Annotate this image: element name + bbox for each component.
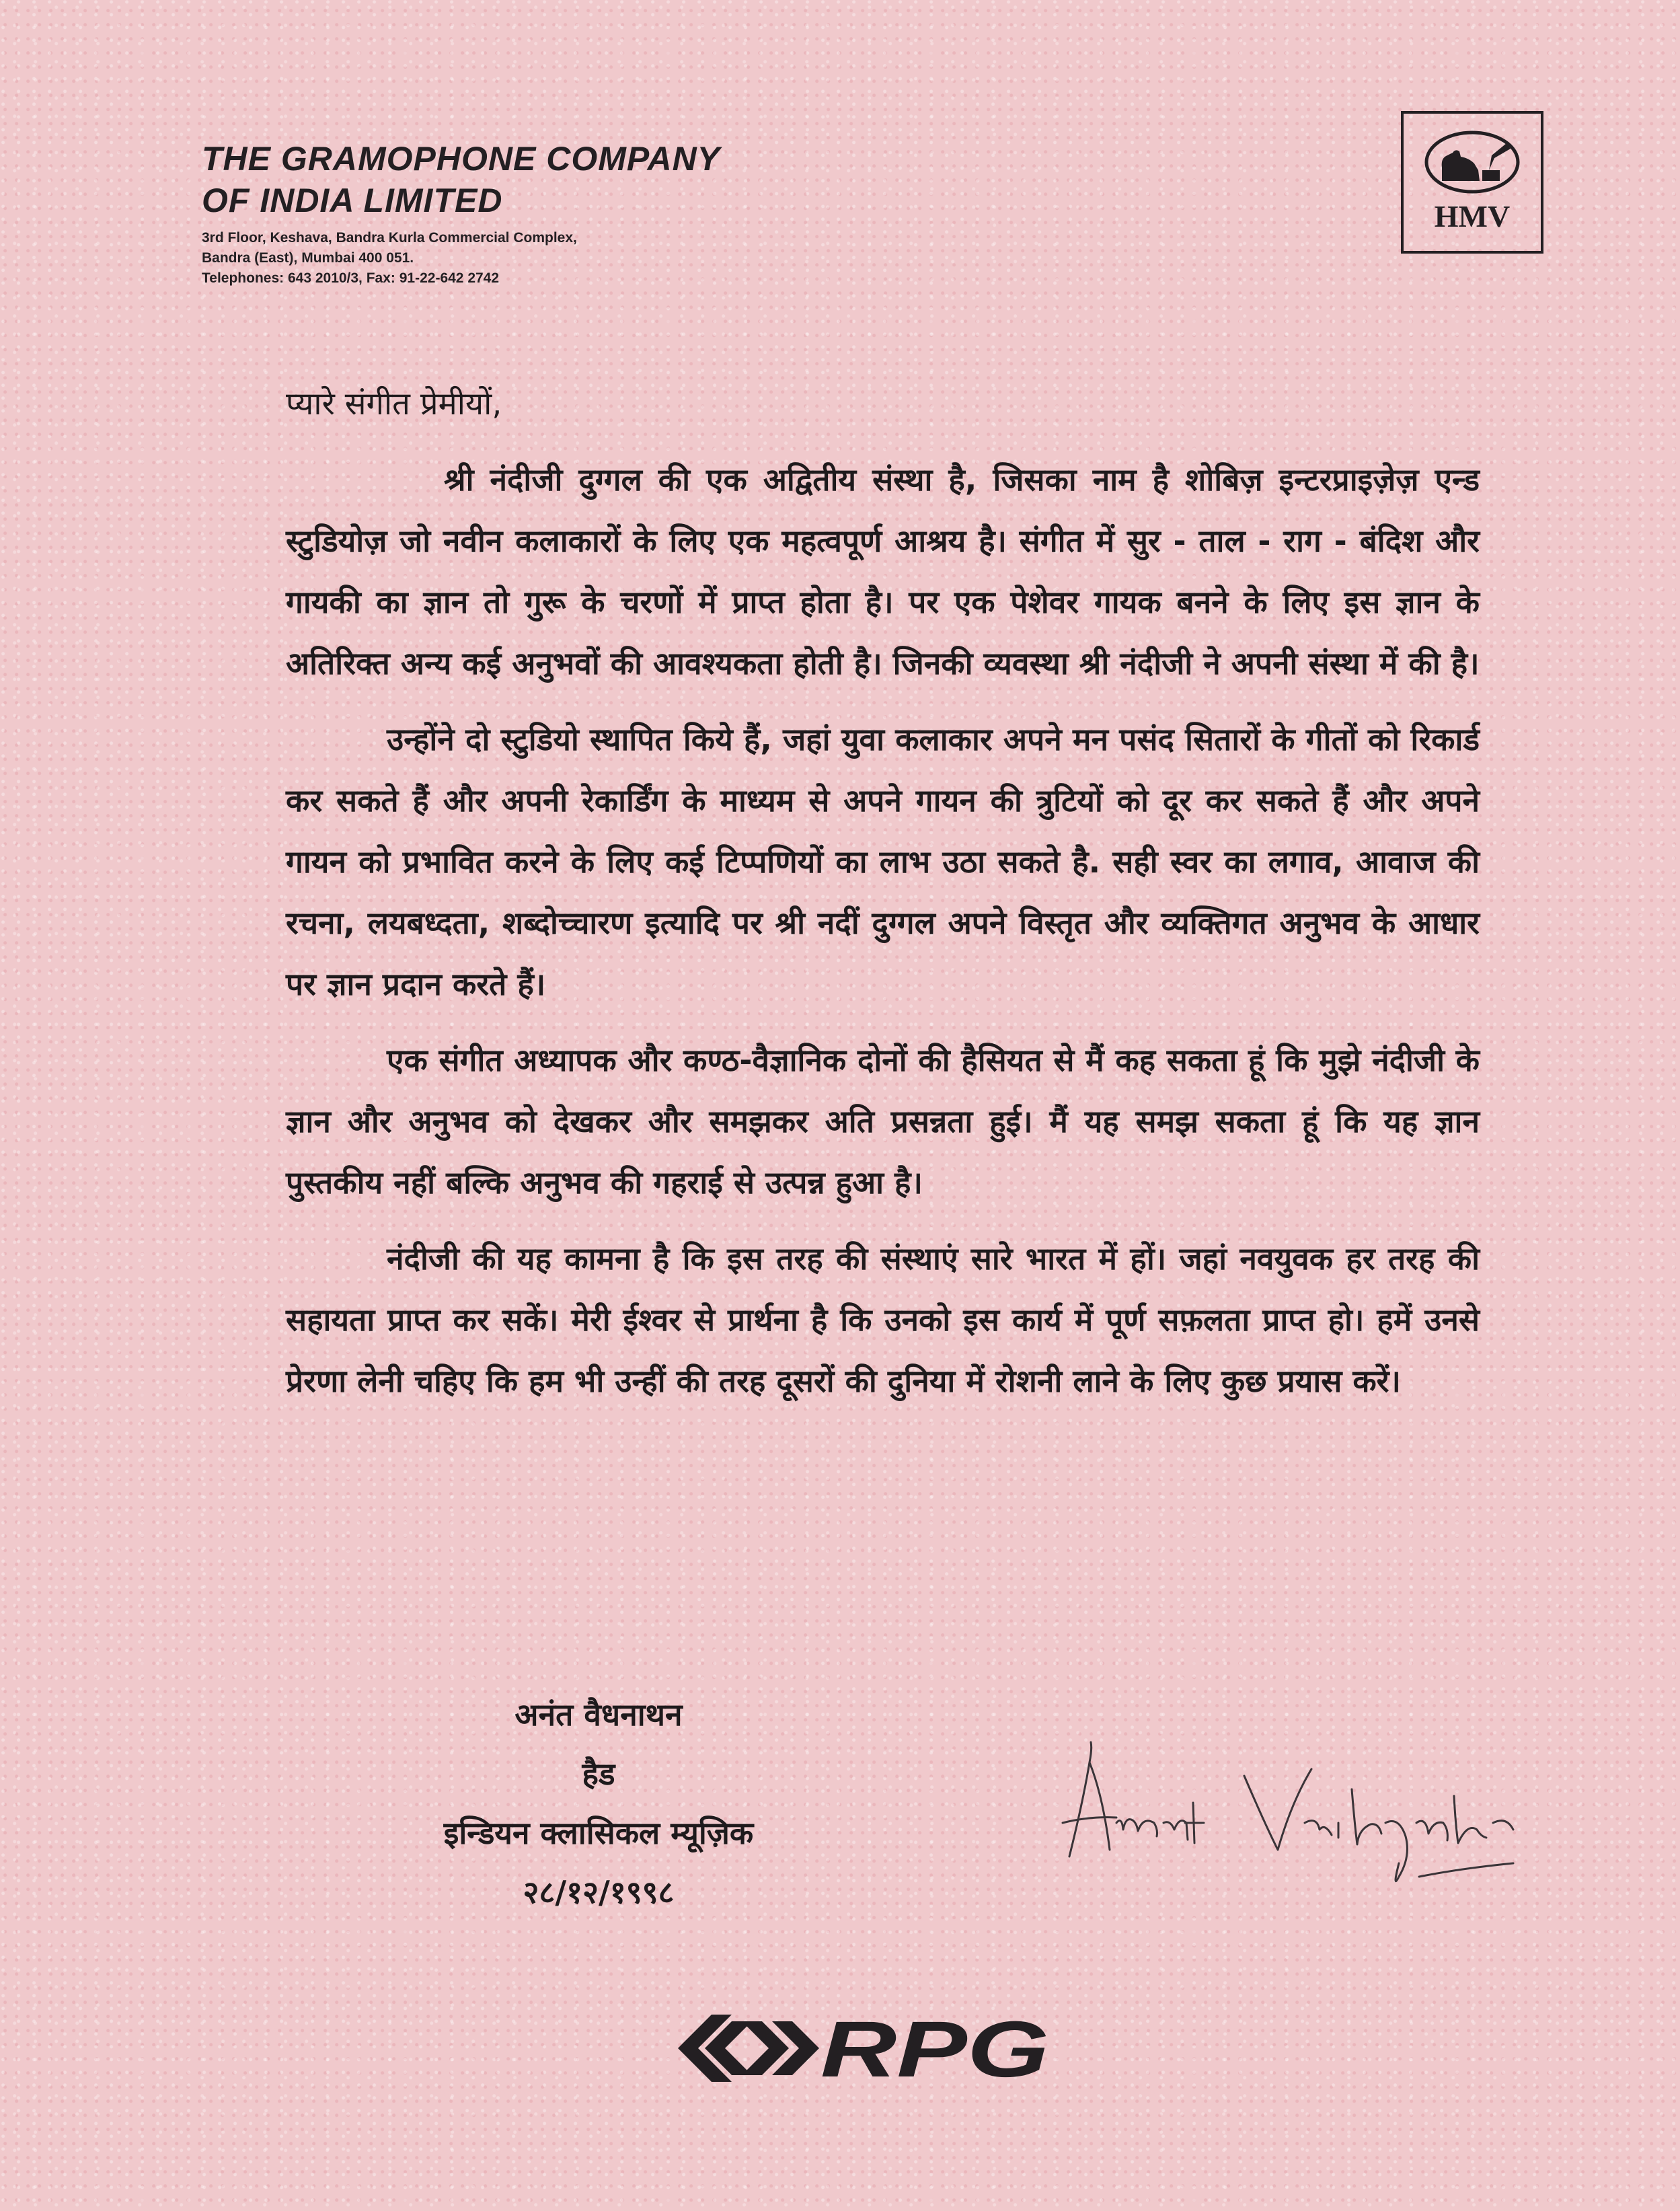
handwritten-signature [1042,1722,1540,1900]
hmv-brand-text: HMV [1434,199,1511,233]
company-address [202,228,720,289]
dog-and-gramophone-icon [1422,128,1523,196]
signatory-department: इन्डियन क्लासिकल म्यूज़िक [443,1815,754,1851]
rpg-brand-text: RPG [820,2008,1049,2089]
letter-body [286,449,1480,1427]
letter-date: २८/१२/१९९८ [523,1874,675,1910]
salutation: प्यारे संगीत प्रेमीयों, [286,385,502,422]
telephone-line: Telephones: 643 2010/3, Fax: 91-22-642 2742 [202,270,500,286]
hmv-logo [1401,111,1543,254]
paragraph: नंदीजी की यह कामना है कि इस तरह की संस्थाएं सारे भारत में हों। जहां नवयुवक हर तरह की सहायता प्राप्त कर सकें। मेरी ईश्वर से प्रार्थना है कि उनको इस कार्य में पूर्ण सफ़लता प्राप्त हो। हमें उनसे प्रेरणा लेनी चहिए कि हम भी उन्हीं की तरह दूसरों की दुनिया में रोशनी लाने के लिए कुछ प्रयास करें। [286,1240,1480,1399]
company-name-line2: OF INDIA LIMITED [202,182,503,219]
address-line: Bandra (East), Mumbai 400 051. [202,250,414,266]
address-line: 3rd Floor, Keshava, Bandra Kurla Commercial Complex, [202,230,577,246]
signatory-name: अनंत वैधनाथन [514,1696,683,1733]
rpg-chevron-icon [678,2015,819,2082]
rpg-logo [678,2008,1055,2091]
signatory-title: हैड [582,1756,615,1792]
paragraph: एक संगीत अध्यापक और कण्ठ-वैज्ञानिक दोनों की हैसियत से मैं कह सकता हूं कि मुझे नंदीजी के ज्ञान और अनुभव को देखकर और समझकर अति प्रसन्नता हुई। मैं यह समझ सकता हूं कि यह ज्ञान पुस्तकीय नहीं बल्कि अनुभव की गहराई से उत्पन्न हुआ है। [286,1042,1480,1201]
paragraph: श्री नंदीजी दुग्गल की एक अद्वितीय संस्था है, जिसका नाम है शोबिज़ इन्टरप्राइज़ेज़ एन्ड स्टुडियोज़ जो नवीन कलाकारों के लिए एक महत्वपूर्ण आश्रय है। संगीत में सुर - ताल - राग - बंदिश और गायकी का ज्ञान तो गुरू के चरणों में प्राप्त होता है। पर एक पेशेवर गायक बनने के लिए इस ज्ञान के अतिरिक्त अन्य कई अनुभवों की आवश्यकता होती है। जिनकी व्यवस्था श्री नंदीजी ने अपनी संस्था में की है। [286,461,1480,681]
paragraph: उन्होंने दो स्टुडियो स्थापित किये हैं, जहां युवा कलाकार अपने मन पसंद सितारों के गीतों को रिकार्ड कर सकते हैं और अपनी रेकार्डिंग के माध्यम से अपने गायन की त्रुटियों को दूर कर सकते हैं और अपने गायन को प्रभावित करने के लिए कई टिप्पणियों का लाभ उठा सकते है. सही स्वर का लगाव, आवाज की रचना, लयबध्दता, शब्दोच्चारण इत्यादि पर श्री नदीं दुग्गल अपने विस्तृत और व्यक्तिगत अनुभव के आधार पर ज्ञान प्रदान करते हैं। [286,721,1480,1002]
letterhead [202,138,720,289]
signoff-block [377,1685,820,1922]
company-name-line1: THE GRAMOPHONE COMPANY [202,140,721,178]
